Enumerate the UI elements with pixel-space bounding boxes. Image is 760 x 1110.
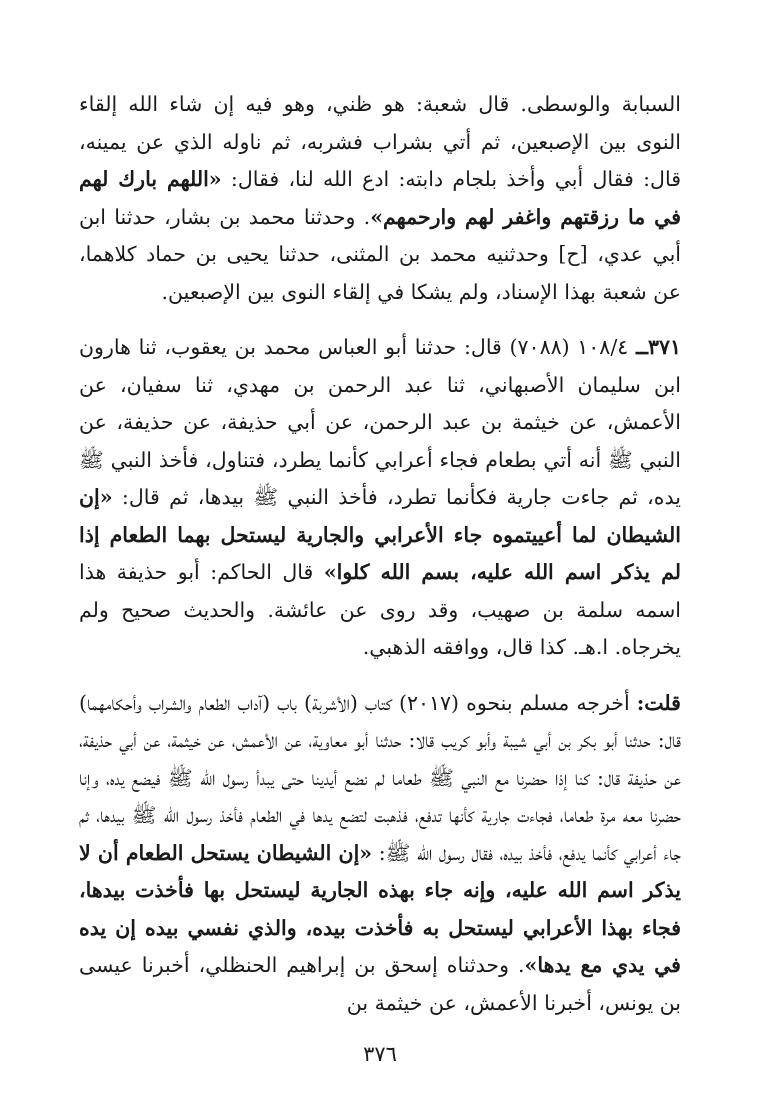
- prophetic-quote: «اللهم بارك لهم في ما رزقتهم واغفر لهم وارحمهم»: [79, 167, 682, 229]
- text-segment: ١٠٨/٤ (٧٠٨٨) قال: حدثنا أبو العباس محمد بن يعقوب، ثنا هارون ابن سليمان الأصبهاني، ثنا عبد الرحمن بن مهدي، ثنا سفيان، عن الأعمش، عن خيثمة بن عبد الرحمن، عن أبي حذيفة، عن حذيفة، عن النبي ﷺ أنه أتي بطعام فجاء أعرابي كأنما يطرد، فتناول، فأخذ النبي ﷺ يده، ثم جاءت جارية فكأنما تطرد، فأخذ النبي ﷺ بيدها، ثم قال:: [79, 335, 681, 509]
- hadith-number: ٣٧١ــ: [635, 335, 681, 359]
- text-segment: . وحدثناه إسحق بن إبراهيم الحنظلي، أخبرنا عيسى بن يونس، أخبرنا الأعمش، عن خيثمة بن: [79, 953, 681, 1015]
- paragraph-continued-hadith: [79, 86, 681, 311]
- paragraph-commentary: [79, 685, 681, 1023]
- prophetic-quote: «إن الشيطان لما أعييتموه جاء الأعرابي والجارية ليستحل بهما الطعام إذا لم يذكر اسم الله عليه، بسم الله كلوا»: [79, 485, 681, 584]
- page-number: ٣٧٦: [363, 1042, 397, 1066]
- text-segment: . وحدثنا محمد بن بشار، حدثنا ابن أبي عدي، [ح] وحدثنيه محمد بن المثنى، حدثنا يحيى بن حماد كلاهما، عن شعبة بهذا الإسناد، ولم يشكا في إلقاء النوى بين الإصبعين.: [79, 204, 681, 304]
- text-segment: أخرجه مسلم بنحوه (٢٠١٧) كتاب (الأشربة) باب (آداب الطعام والشراب وأحكامهما) قال: حدثنا أبو بكر بن أبي شيبة وأبو كريب قالا: حدثنا أبو معاوية، عن الأعمش، عن خيثمة، عن أبي حذيفة، عن حذيفة قال: كنا إذا حضرنا مع النبي ﷺ طعاما لم نضع أيدينا حتى يبدأ رسول الله ﷺ فيضع يده، وإنا حضرنا معه مرة طعاما، فجاءت جارية كأنها تدفع، فذهبت لتضع يدها في الطعام فأخذ رسول الله ﷺ بيدها، ثم جاء أعرابي كأنما يدفع، فأخذ بيده، فقال رسول الله ﷺ:: [79, 690, 682, 865]
- text-segment: السبابة والوسطى. قال شعبة: هو ظني، وهو فيه إن شاء الله إلقاء النوى بين الإصبعين، ثم أتي بشراب فشربه، ثم ناوله الذي عن يمينه، قال: فقال أبي وأخذ بلجام دابته: ادع الله لنا، فقال:: [79, 92, 681, 191]
- paragraph-hadith-371: [79, 329, 681, 667]
- text-segment: قال الحاكم: أبو حذيفة هذا اسمه سلمة بن صهيب، وقد روى عن عائشة. والحديث صحيح ولم يخرجاه. ا.هـ. كذا قال، ووافقه الذهبي.: [79, 560, 681, 659]
- prophetic-quote: «إن الشيطان يستحل الطعام أن لا يذكر اسم الله عليه، وإنه جاء بهذه الجارية ليستحل بها فأخذت بيدها، فجاء بهذا الأعرابي ليستحل به فأخذت بيده، والذي نفسي بيده إن يده في يدي مع يدها»: [79, 840, 681, 977]
- commentary-label: قلت:: [636, 690, 681, 715]
